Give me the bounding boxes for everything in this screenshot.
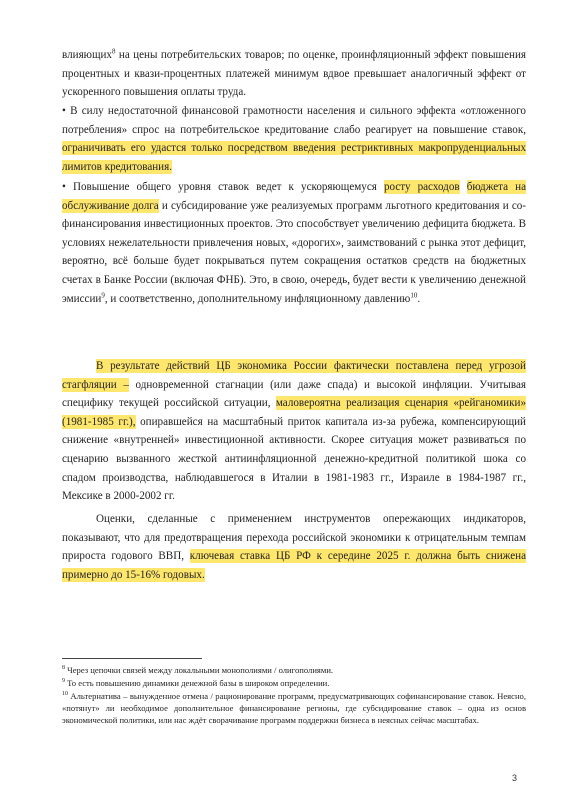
highlight: ключевая ставка ЦБ РФ к середине 2025 г. должна быть снижена примерно до 15-16% годовых. <box>62 550 526 581</box>
bullet-rate-increase: • Повышение общего уровня ставок ведет к ускоряющемуся росту расходов бюджета на обслуживание долга и субсидирование уже реализуемых программ льготного кредитования и со-финансирования инвестиционных проектов. Это способствует увеличению дефицита бюджета. В условиях нежелательности привлечения новых, «дорогих», заимствований с рынка этот дефицит, вероятно, всё больше будет покрываться путем сокращения остатков средств на бюджетных счетах в Банке России (включая ФНБ). Это, в свою, очередь, будет вести к увеличению денежной эмиссии$^9$, и соответственно, дополнительному инфляционному давлению$^{10}$. <box>62 181 526 305</box>
footnote-8: $^8$ Через цепочки связей между локальными монополиями / олигополиями. <box>62 665 334 675</box>
highlight: В результате действий ЦБ экономика России фактически поставлена перед угрозой стагфляции – <box>62 360 526 391</box>
paragraph-continuation: влияющих$^8$ на цены потребительских товаров; по оценке, проинфляционный эффект повышения процентных и квази-процентных платежей минимум вдвое превышает аналогичный эффект от ускоренного повышения оплаты труда. <box>62 47 526 99</box>
bullet-financial-literacy: • В силу недостаточной финансовой грамотности населения и сильного эффекта «отложенного потребления» спрос на потребительское кредитование слабо реагирует на повышение ставок, ограничивать его удастся только посредством введения рестриктивных макропруденциальных лимитов кредитования. <box>62 105 526 173</box>
highlight: росту расходов <box>383 181 460 193</box>
footnote-9: $^9$ То есть повышению динамики денежной базы в широком определении. <box>62 678 330 688</box>
footnote-ref-8: 8 <box>111 47 116 56</box>
footnote-10: $^{10}$ Альтернатива – вынужденное отмена / рационирование программ, предусматривающих софинансирование ставок. Неясно, «потянут» ли необходимое дополнительное финансирование регионы, где субсидирование ставок – одна из основ экономической политики, или нас ждёт сворачивание программ поддержки бизнеса в неясных сейчас масштабах. <box>62 691 526 725</box>
paragraph-stagflation: В результате действий ЦБ экономика России фактически поставлена перед угрозой стагфляции – одновременной стагнации (или даже спада) и высокой инфляции. Учитывая специфику текущей российской ситуации, маловероятна реализация сценария «рейганомики» (1981-1985 гг.), опиравшейся на масштабный приток капитала из-за рубежа, компенсирующий снижение «внутренней» инвестиционной активности. Скорее ситуация может развиваться по сценарию вызванного жесткой антиинфляционной денежно-кредитной политикой шока со спадом производства, наблюдавшегося в Италии в 1981-1983 гг., Израиле в 1984-1987 гг., Мексике в 2000-2002 гг. <box>62 360 526 503</box>
highlight: маловероятна реализация сценария «рейганомики» (1981-1985 гг.), <box>62 397 526 428</box>
footnote-ref-10: 10 <box>410 290 418 299</box>
footnote-separator <box>62 658 202 659</box>
page-number: 3 <box>512 773 518 783</box>
paragraph-forecast: Оценки, сделанные с применением инструментов опережающих индикаторов, показывают, что для предотвращения перехода российской экономики к отрицательным темпам прироста годового ВВП, ключевая ставка ЦБ РФ к середине 2025 г. должна быть снижена примерно до 15-16% годовых. <box>62 513 526 581</box>
highlight: ограничивать его удастся только посредством введения рестриктивных макропруденциальных лимитов кредитования. <box>62 142 526 173</box>
bullet-icon: • <box>62 105 66 117</box>
bullet-icon: • <box>62 181 66 193</box>
footnote-ref-9: 9 <box>101 290 105 299</box>
highlight: бюджета на обслуживание долга <box>62 181 526 212</box>
